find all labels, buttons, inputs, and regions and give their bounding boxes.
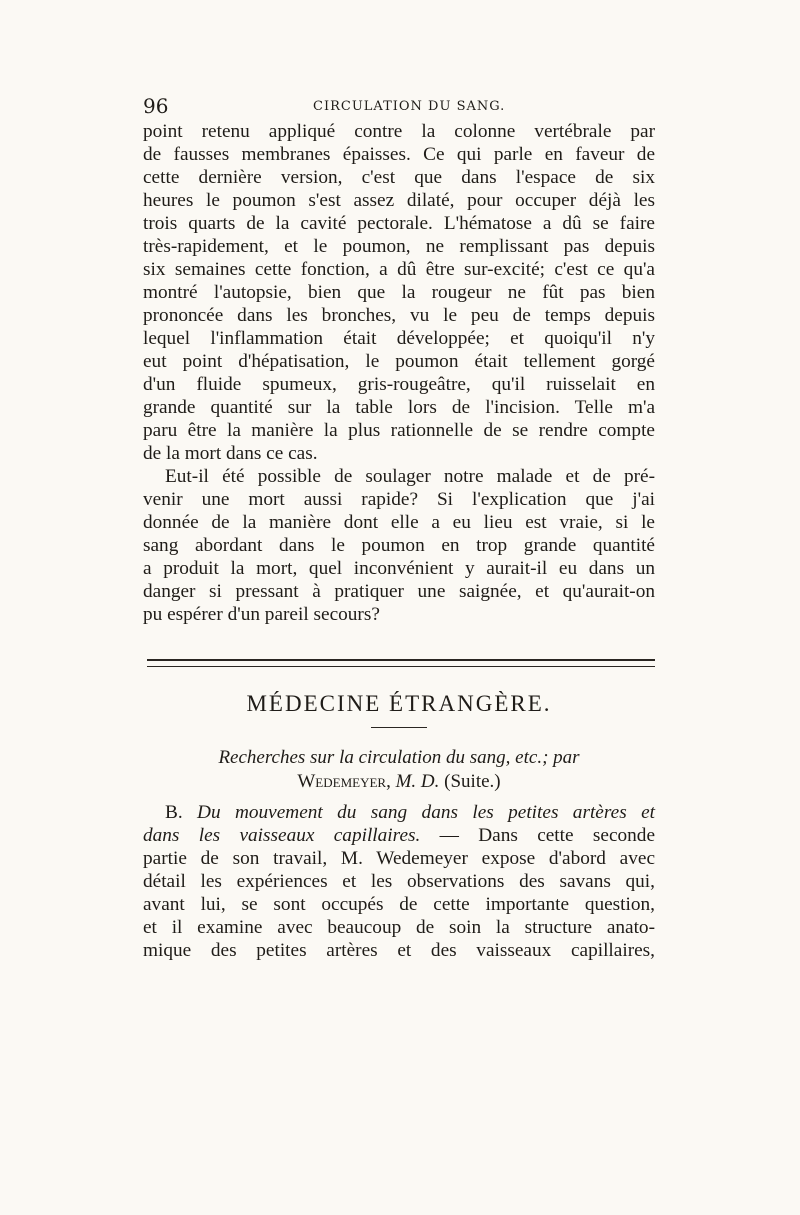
article-title-line-1 (143, 746, 655, 770)
article-title-text: Recherches sur la circulation du sang, etc.; par (218, 747, 580, 768)
text-line: partie de son travail, M. Wedemeyer expose d'abord avec (143, 848, 655, 869)
section-title: MÉDECINE ÉTRANGÈRE. (246, 691, 552, 716)
text-line: heures le poumon s'est assez dilaté, pour occuper déjà les (143, 190, 655, 211)
text-line: cette dernière version, c'est que dans l'espace de six (143, 167, 655, 188)
article-title (143, 746, 655, 794)
text-line: six semaines cette fonction, a dû être sur-excité; c'est ce qu'a (143, 259, 655, 280)
text-line: de fausses membranes épaisses. Ce qui parle en faveur de (143, 144, 655, 165)
subsection-title-cont: dans les vaisseaux capillaires. (143, 825, 421, 846)
paragraph-1 (143, 120, 655, 465)
text-line: point retenu appliqué contre la colonne vertébrale par (143, 121, 655, 142)
subsection-title: Du mouvement du sang dans les petites artères et (197, 802, 655, 823)
text-line (143, 801, 655, 824)
text-line: montré l'autopsie, bien que la rougeur ne fût pas bien (143, 282, 655, 303)
section-letter: B. (165, 802, 183, 823)
text-line: venir une mort aussi rapide? Si l'explication que j'ai (143, 489, 655, 510)
text-line: et il examine avec beaucoup de soin la structure anato- (143, 917, 655, 938)
text-line: sang abordant dans le poumon en trop grande quantité (143, 535, 655, 556)
text-line: donnée de la manière dont elle a eu lieu est vraie, si le (143, 512, 655, 533)
text-line: eut point d'hépatisation, le poumon était tellement gorgé (143, 351, 655, 372)
section-divider (147, 659, 655, 667)
author-degree: M. D. (395, 771, 440, 792)
text-line: pu espérer d'un pareil secours? (143, 604, 380, 625)
text-line: détail les expériences et les observations des savans qui, (143, 871, 655, 892)
text-line: trois quarts de la cavité pectorale. L'hématose a dû se faire (143, 213, 655, 234)
text-line (143, 824, 655, 847)
paragraph-2 (143, 465, 655, 626)
paragraph-3 (143, 801, 655, 962)
text-line: grande quantité sur la table lors de l'incision. Telle m'a (143, 397, 655, 418)
text-line: de la mort dans ce cas. (143, 443, 318, 464)
running-head: CIRCULATION DU SANG. (313, 99, 506, 114)
text-line: danger si pressant à pratiquer une saignée, et qu'aurait-on (143, 581, 655, 602)
text-line: paru être la manière la plus rationnelle de se rendre compte (143, 420, 655, 441)
text-line: lequel l'inflammation était développée; et quoiqu'il n'y (143, 328, 655, 349)
text-line: Eut-il été possible de soulager notre malade et de pré- (165, 466, 655, 487)
text-line-rest: — Dans cette seconde (439, 825, 655, 846)
text-line: prononcée dans les bronches, vu le peu de temps depuis (143, 305, 655, 326)
title-underline (371, 727, 427, 728)
book-page (143, 92, 655, 962)
article-title-line-2 (143, 770, 655, 794)
text-line: très-rapidement, et le poumon, ne remplissant pas depuis (143, 236, 655, 257)
text-line: mique des petites artères et des vaisseaux capillaires, (143, 940, 655, 961)
page-number: 96 (143, 94, 169, 118)
suite-note: (Suite.) (444, 771, 501, 792)
text-line: d'un fluide spumeux, gris-rougeâtre, qu'il ruisselait en (143, 374, 655, 395)
author-name: Wedemeyer, (297, 771, 391, 792)
text-line: a produit la mort, quel inconvénient y aurait-il eu dans un (143, 558, 655, 579)
text-line: avant lui, se sont occupés de cette importante question, (143, 894, 655, 915)
page-header (143, 92, 655, 120)
